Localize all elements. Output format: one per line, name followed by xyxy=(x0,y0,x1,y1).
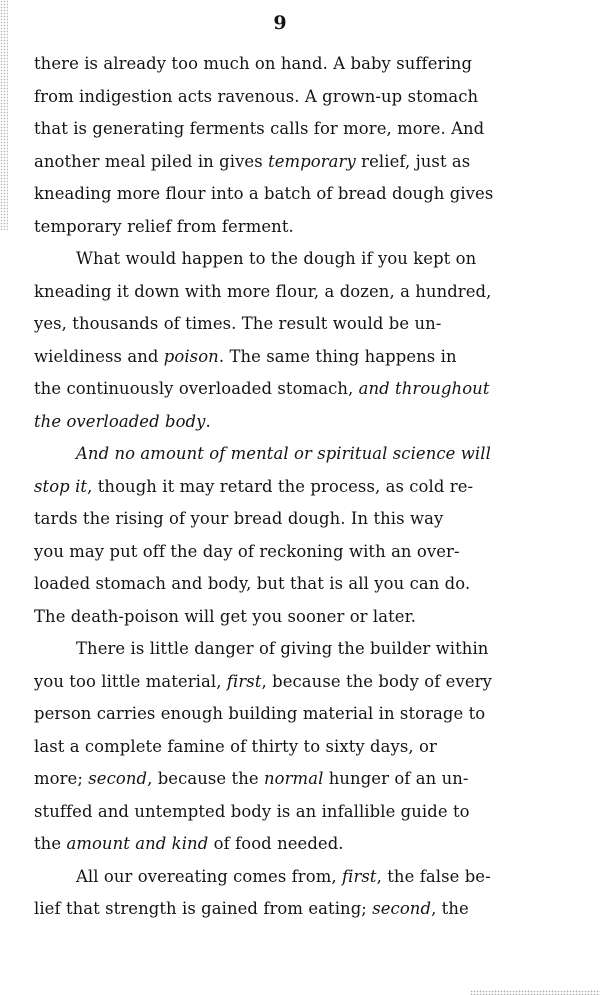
text-line: person carries enough building material in storage to xyxy=(34,704,486,723)
text-line: the overloaded body. xyxy=(34,411,211,431)
text-line: the amount and kind of food needed. xyxy=(34,834,344,853)
paragraph-start-line: All our overeating comes from, first, the false be- xyxy=(76,866,491,886)
text-line: kneading it down with more flour, a dozen, a hundred, xyxy=(34,281,492,301)
text-line: that is generating ferments calls for more, more. And xyxy=(34,119,485,138)
text-line: kneading more flour into a batch of bread dough gives xyxy=(34,184,494,203)
body-text xyxy=(34,48,554,926)
text-line: lief that strength is gained from eating; second, the xyxy=(34,899,469,918)
scan-speckle-left xyxy=(0,0,8,230)
text-line: more; second, because the normal hunger of an un- xyxy=(34,769,469,788)
text-line: yes, thousands of times. The result would be un- xyxy=(34,314,442,333)
page-number: 9 xyxy=(273,12,287,34)
text-line: you too little material, first, because the body of every xyxy=(34,671,492,691)
text-line: last a complete famine of thirty to sixty days, or xyxy=(34,736,437,756)
text-line: wieldiness and poison. The same thing happens in xyxy=(34,346,457,366)
text-line: loaded stomach and body, but that is all you can do. xyxy=(34,574,471,593)
paragraph-start-line: There is little danger of giving the builder within xyxy=(76,639,489,658)
paragraph-start-line: And no amount of mental or spiritual science will xyxy=(76,444,491,463)
text-line: stop it, though it may retard the process, as cold re- xyxy=(34,476,474,496)
text-line: from indigestion acts ravenous. A grown-up stomach xyxy=(34,86,479,106)
text-line: tards the rising of your bread dough. In this way xyxy=(34,509,444,528)
text-line: another meal piled in gives temporary relief, just as xyxy=(34,151,471,171)
text-line: temporary relief from ferment. xyxy=(34,216,294,236)
paragraph-start-line: What would happen to the dough if you kept on xyxy=(76,249,477,268)
text-line: the continuously overloaded stomach, and throughout xyxy=(34,379,490,398)
scan-speckle-bottom xyxy=(470,990,600,995)
text-line: you may put off the day of reckoning with an over- xyxy=(34,541,460,561)
text-line: stuffed and untempted body is an infallible guide to xyxy=(34,801,470,821)
text-line: there is already too much on hand. A baby suffering xyxy=(34,54,473,73)
text-line: The death-poison will get you sooner or later. xyxy=(34,606,417,626)
